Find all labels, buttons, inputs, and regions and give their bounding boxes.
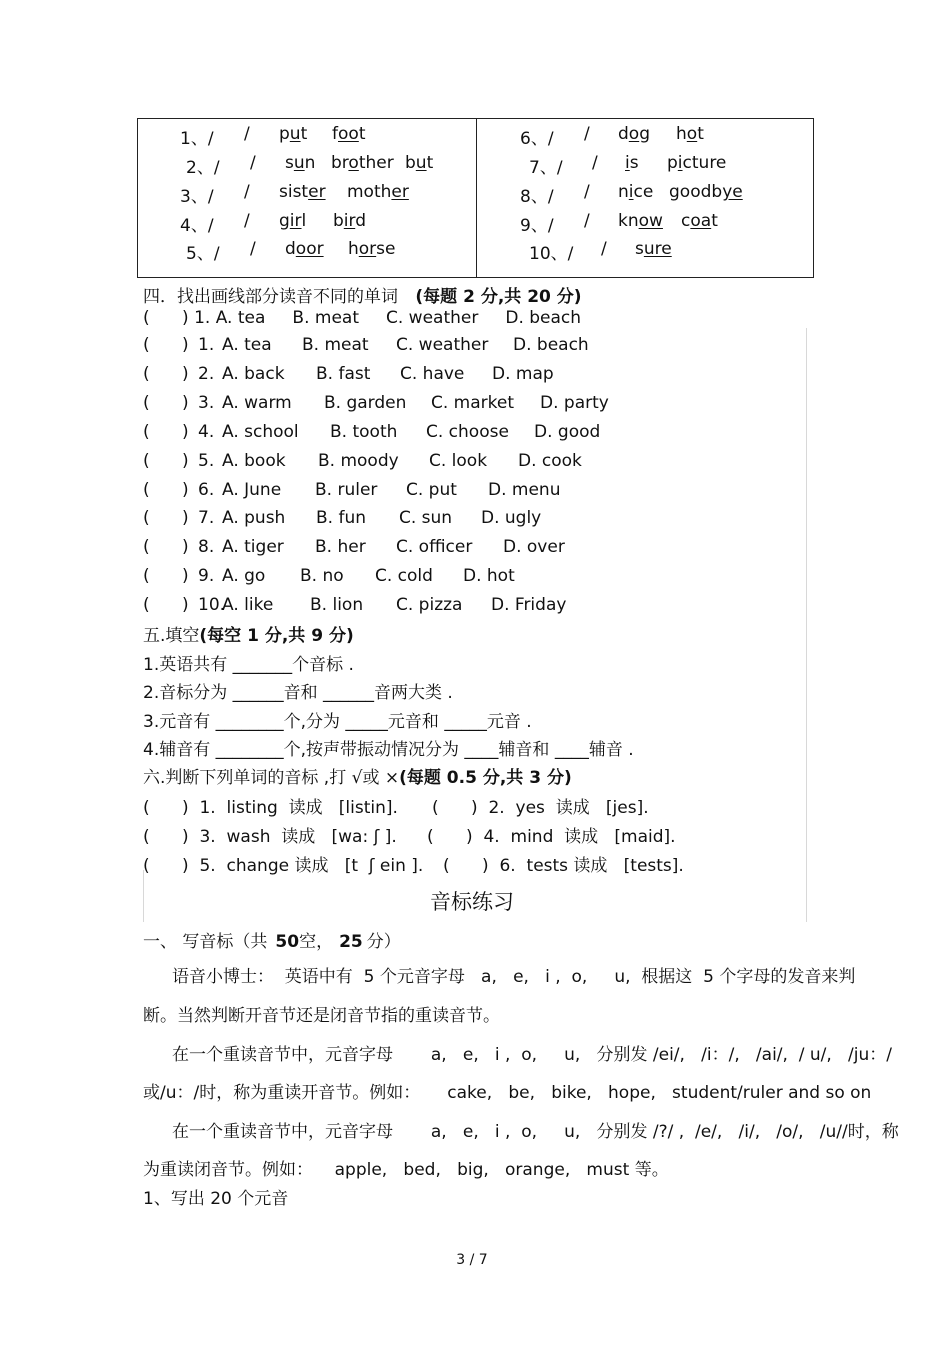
underlined-letters: i [677, 153, 683, 173]
question-number: 8. [198, 537, 215, 558]
option-a: A. school [222, 421, 299, 442]
option-d: D. party [540, 392, 609, 413]
table-item-number: 8、/ [520, 187, 554, 207]
answer-paren-close: ) [182, 566, 189, 587]
underlined-letters: i [625, 153, 630, 173]
option-b: B. meat [302, 335, 369, 355]
underlined-letters: i [628, 182, 634, 202]
table-word [405, 153, 433, 173]
word-part: c [681, 211, 691, 231]
judge-row-1-left: ( ) 1. listing 读成 [listin]. [143, 798, 398, 818]
option-c: C. choose [426, 421, 509, 442]
table-word [332, 124, 365, 144]
paragraph-1a: 语音小博士： 英语中有 5 个元音字母 a, e, i , o, u, 根据这 5 个字母的发音来判 [172, 967, 856, 987]
question-number: 1. [198, 335, 215, 355]
option-a: A. warm [222, 392, 292, 413]
table-word [669, 182, 743, 202]
answer-paren-open[interactable]: ( [143, 450, 150, 471]
underlined-letters: or [358, 239, 377, 259]
word-part: t [358, 124, 366, 144]
option-b: B. garden [324, 392, 407, 413]
table-word [331, 153, 394, 173]
table-item-number: 10、/ [529, 244, 574, 264]
table-word [279, 211, 306, 231]
word-part: sist [279, 182, 309, 202]
fill-line-4: 4.辅音有 ________个,按声带振动情况分为 ____辅音和 ____辅音 . [143, 740, 634, 760]
option-a: A. tea [222, 335, 272, 355]
paragraph-3b: 为重读闭音节。例如： apple, bed, big, orange, must 等。 [143, 1160, 669, 1180]
answer-paren-close: ) [182, 508, 189, 529]
margin-line-right [806, 328, 807, 922]
question-number: 4. [198, 421, 215, 442]
table-item-number: 1、/ [180, 129, 214, 149]
phonetic-slash: / [584, 211, 590, 231]
option-b: B. her [315, 537, 366, 558]
judge-row-3-left: ( ) 5. change 读成 [t ʃ ein ]. [143, 856, 424, 876]
underlined-letters: er [391, 182, 409, 202]
paragraph-2a: 在一个重读音节中，元音字母 a, e, i , o, u, 分别发 /ei/, /i：/, /ai/, / u/, /ju：/ [172, 1045, 892, 1065]
paragraph-2b: 或/u：/时，称为重读开音节。例如： cake, be, bike, hope, student/ruler and so on [143, 1083, 872, 1103]
option-c: C. officer [396, 537, 473, 558]
question-number: 2. [198, 363, 215, 384]
word-part: t [426, 153, 434, 173]
option-a: A. go [222, 566, 266, 587]
underlined-letters: o [348, 153, 359, 173]
option-b: B. lion [310, 595, 364, 616]
word-part: b [405, 153, 416, 173]
table-word [618, 211, 663, 231]
question-number: 10. [198, 595, 226, 616]
word-part: b [333, 211, 344, 231]
phonetic-slash: / [584, 182, 590, 202]
table-word [635, 239, 672, 259]
phonetic-slash: / [592, 153, 598, 173]
table-divider [476, 119, 477, 277]
section1-title: 一、 写音标（共 50空， 25 分） [143, 932, 401, 952]
word-part: h [676, 124, 687, 144]
word-part: s [635, 239, 644, 259]
underlined-letters: u [415, 153, 427, 173]
judge-row-2-left: ( ) 3. wash 读成 [wa: ʃ ]. [143, 827, 397, 847]
table-item-number: 6、/ [520, 129, 554, 149]
underlined-letters: oo [338, 124, 359, 144]
phonetic-slash: / [601, 239, 607, 259]
answer-paren-open[interactable]: ( [143, 566, 150, 587]
underlined-letters: o [628, 124, 640, 144]
word-part: t [697, 124, 704, 144]
option-d: D. beach [513, 335, 589, 355]
table-word [348, 239, 396, 259]
table-word [676, 124, 704, 144]
answer-paren-close: ) [182, 537, 189, 558]
answer-paren-open[interactable]: ( [143, 421, 150, 442]
table-word [618, 124, 650, 144]
underlined-letters: o [686, 124, 698, 144]
answer-paren-open[interactable]: ( [143, 392, 150, 413]
word-part: g [279, 211, 290, 231]
page-heading: 音标练习 [430, 890, 514, 914]
answer-paren-close: ) [182, 421, 189, 442]
option-b: B. no [300, 566, 344, 587]
answer-paren-open[interactable]: ( [143, 537, 150, 558]
word-part: se [376, 239, 396, 259]
word-part: s [285, 153, 294, 173]
table-item-number: 9、/ [520, 216, 554, 236]
word-part: cture [682, 153, 727, 173]
answer-paren-close: ) [182, 450, 189, 471]
option-d: D. ugly [481, 508, 542, 529]
word-part: h [348, 239, 359, 259]
word-part: p [667, 153, 678, 173]
underlined-letters: oor [295, 239, 324, 259]
option-d: D. good [534, 421, 601, 442]
table-item-number: 3、/ [180, 187, 214, 207]
table-item-number: 5、/ [186, 244, 220, 264]
judge-row-1-right: ( ) 2. yes 读成 [jes]. [432, 798, 649, 818]
table-item-number: 7、/ [529, 158, 563, 178]
word-part: moth [347, 182, 392, 202]
word-part: d [355, 211, 367, 231]
option-c: C. sun [399, 508, 453, 529]
option-c: C. weather [396, 335, 489, 355]
underlined-letters: ir [343, 211, 356, 231]
underlined-letters: ure [643, 239, 672, 259]
table-word [618, 182, 653, 202]
word-part: s [629, 153, 639, 173]
underlined-letters: u [289, 124, 301, 144]
table-word [285, 153, 315, 173]
section4-title: 四．找出画线部分读音不同的单词 (每题 2 分,共 20 分) [143, 287, 582, 307]
option-d: D. hot [463, 566, 515, 587]
word-part: t [300, 124, 308, 144]
phonetic-slash: / [244, 211, 250, 231]
word-part: br [331, 153, 349, 173]
table-item-number: 4、/ [180, 216, 214, 236]
option-d: D. cook [518, 450, 582, 471]
question-number: 6. [198, 479, 215, 500]
option-c: C. pizza [396, 595, 463, 616]
judge-row-2-right: ( ) 4. mind 读成 [maid]. [427, 827, 676, 847]
answer-paren-close: ) [182, 392, 189, 413]
underlined-letters: ye [722, 182, 743, 202]
section6-title: 六.判断下列单词的音标 ,打 √或 ×(每题 0.5 分,共 3 分) [143, 768, 572, 788]
option-b: B. tooth [330, 421, 398, 442]
table-word [667, 153, 726, 173]
option-a: A. push [222, 508, 286, 529]
option-a: A. June [222, 479, 282, 500]
section5-title: 五.填空(每空 1 分,共 9 分) [143, 626, 354, 646]
word-part: ce [633, 182, 654, 202]
option-a: A. book [222, 450, 286, 471]
option-b: B. fast [316, 363, 371, 384]
word-part: t [711, 211, 718, 231]
table-word [347, 182, 409, 202]
answer-paren-open[interactable]: ( [143, 479, 150, 500]
phonetic-slash: / [250, 239, 256, 259]
word-part: d [618, 124, 629, 144]
answer-paren-close: ) [182, 335, 189, 355]
table-word [279, 182, 326, 202]
option-c: C. market [431, 392, 515, 413]
paragraph-1b: 断。当然判断开音节还是闭音节指的重读音节。 [143, 1006, 500, 1026]
table-word [681, 211, 718, 231]
underlined-letters: oa [690, 211, 712, 231]
fill-line-2: 2.音标分为 ______音和 ______音两大类 . [143, 683, 453, 703]
option-b: B. fun [316, 508, 367, 529]
option-c: C. put [406, 479, 457, 500]
word-part: g [639, 124, 650, 144]
word-part: p [279, 124, 290, 144]
page-number: 3 / 7 [456, 1252, 488, 1268]
word-part: f [332, 124, 338, 144]
word-part: goodb [669, 182, 723, 202]
option-a: A. tiger [222, 537, 284, 558]
answer-paren-close: ) [182, 363, 189, 384]
answer-paren-open[interactable]: ( [143, 363, 150, 384]
answer-paren-open[interactable]: ( [143, 595, 150, 616]
word-part: ther [358, 153, 394, 173]
answer-paren-close: ) [182, 479, 189, 500]
option-d: D. menu [488, 479, 561, 500]
option-a: A. like [222, 595, 274, 616]
option-c: C. look [429, 450, 488, 471]
judge-row-3-right: ( ) 6. tests 读成 [tests]. [443, 856, 684, 876]
table-word [279, 124, 307, 144]
underlined-letters: u [293, 153, 305, 173]
section4-example: ( ) 1. A. tea B. meat C. weather D. beach [143, 308, 582, 328]
table-word [625, 153, 639, 173]
phonetic-slash: / [244, 124, 250, 144]
phonetic-slash: / [584, 124, 590, 144]
table-word [333, 211, 366, 231]
word-part: n [618, 182, 629, 202]
option-a: A. back [222, 363, 285, 384]
answer-paren-open[interactable]: ( [143, 335, 150, 355]
word-part: l [301, 211, 307, 231]
question-number: 5. [198, 450, 215, 471]
fill-line-1: 1.英语共有 _______个音标 . [143, 655, 354, 675]
word-part: n [304, 153, 316, 173]
option-d: D. over [503, 537, 565, 558]
underlined-letters: er [308, 182, 326, 202]
question-number: 9. [198, 566, 215, 587]
option-c: C. have [400, 363, 465, 384]
option-b: B. moody [318, 450, 399, 471]
table-word [285, 239, 324, 259]
phonetic-slash: / [244, 182, 250, 202]
word-part: d [285, 239, 296, 259]
option-c: C. cold [375, 566, 433, 587]
table-item-number: 2、/ [186, 158, 220, 178]
paragraph-3a: 在一个重读音节中，元音字母 a, e, i , o, u, 分别发 /?/ , /e/, /i/, /o/, /u//时，称 [172, 1122, 899, 1142]
phonetic-slash: / [250, 153, 256, 173]
option-d: D. map [492, 363, 554, 384]
question-number: 3. [198, 392, 215, 413]
answer-paren-open[interactable]: ( [143, 508, 150, 529]
vowel-subtitle: 1、写出 20 个元音 [143, 1189, 289, 1209]
underlined-letters: ow [638, 211, 663, 231]
question-number: 7. [198, 508, 215, 529]
word-part: kn [618, 211, 639, 231]
underlined-letters: ir [289, 211, 302, 231]
fill-line-3: 3.元音有 ________个,分为 _____元音和 _____元音 . [143, 712, 532, 732]
answer-paren-close: ) [182, 595, 189, 616]
option-d: D. Friday [491, 595, 567, 616]
option-b: B. ruler [315, 479, 378, 500]
